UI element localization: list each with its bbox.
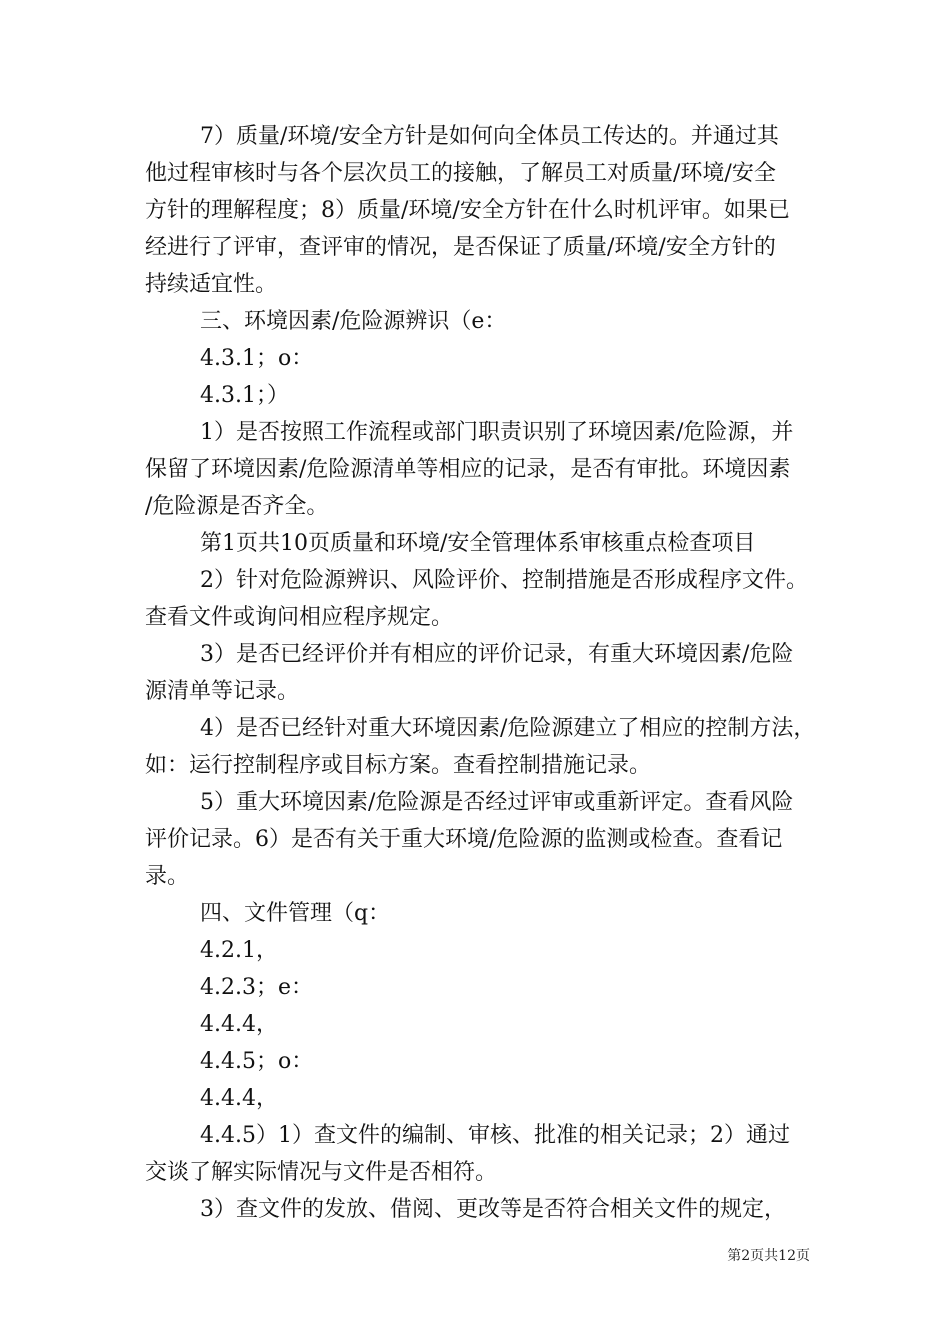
clause-reference: 4.2.1，	[200, 938, 278, 963]
paragraph-line: 经进行了评审，查评审的情况，是否保证了质量/环境/安全方针的	[145, 235, 776, 260]
paragraph-line: 如：运行控制程序或目标方案。查看控制措施记录。	[145, 753, 652, 778]
paragraph-line: 1）是否按照工作流程或部门职责识别了环境因素/危险源，并	[200, 420, 794, 445]
clause-reference: 4.4.5；o：	[200, 1049, 314, 1074]
paragraph-line: 持续适宜性。	[145, 272, 278, 297]
clause-reference: 4.2.3；e：	[200, 975, 313, 1000]
clause-reference: 4.4.4，	[200, 1012, 278, 1037]
page-number-footer: 第2页共12页	[727, 1248, 810, 1264]
paragraph-line: 2）针对危险源辨识、风险评价、控制措施是否形成程序文件。	[200, 568, 808, 593]
paragraph-line: 方针的理解程度；8）质量/环境/安全方针在什么时机评审。如果已	[145, 198, 790, 223]
embedded-page-header: 第1页共10页质量和环境/安全管理体系审核重点检查项目	[200, 531, 756, 556]
paragraph-line: 保留了环境因素/危险源清单等相应的记录，是否有审批。环境因素	[145, 457, 791, 482]
paragraph-line: 3）查文件的发放、借阅、更改等是否符合相关文件的规定，	[200, 1197, 786, 1222]
paragraph-line: 他过程审核时与各个层次员工的接触，了解员工对质量/环境/安全	[145, 161, 776, 186]
section-heading: 三、环境因素/危险源辨识（e：	[200, 309, 507, 334]
paragraph-line: 4.4.5）1）查文件的编制、审核、批准的相关记录；2）通过	[200, 1123, 790, 1148]
paragraph-line: 3）是否已经评价并有相应的评价记录，有重大环境因素/危险	[200, 642, 794, 667]
paragraph-line: 4）是否已经针对重大环境因素/危险源建立了相应的控制方法，	[200, 716, 816, 741]
paragraph-line: /危险源是否齐全。	[145, 494, 329, 519]
clause-reference: 4.3.1；）	[200, 383, 289, 408]
paragraph-line: 评价记录。6）是否有关于重大环境/危险源的监测或检查。查看记	[145, 827, 783, 852]
section-heading: 四、文件管理（q：	[200, 901, 391, 926]
document-body	[145, 118, 816, 1228]
paragraph-line: 5）重大环境因素/危险源是否经过评审或重新评定。查看风险	[200, 790, 794, 815]
clause-reference: 4.4.4，	[200, 1086, 278, 1111]
paragraph-line: 录。	[145, 864, 190, 889]
clause-reference: 4.3.1；o：	[200, 346, 314, 371]
paragraph-line: 查看文件或询问相应程序规定。	[145, 605, 454, 630]
paragraph-line: 7）质量/环境/安全方针是如何向全体员工传达的。并通过其	[200, 124, 779, 149]
paragraph-line: 交谈了解实际情况与文件是否相符。	[145, 1160, 498, 1185]
paragraph-line: 源清单等记录。	[145, 679, 300, 704]
